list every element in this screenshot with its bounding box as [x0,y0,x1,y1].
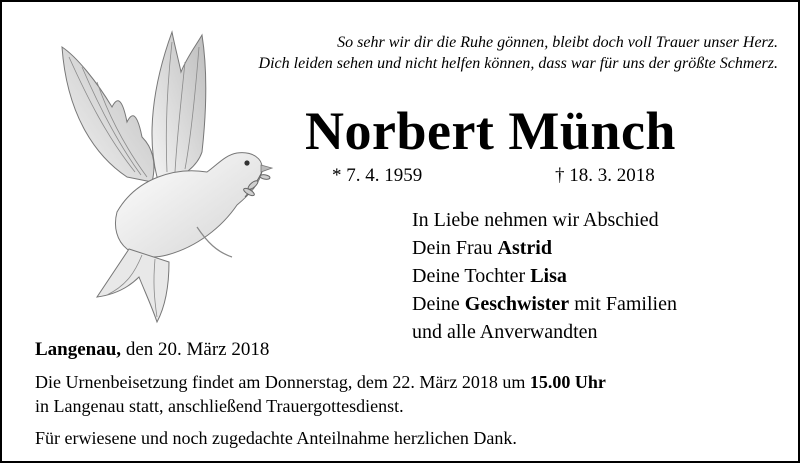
relatives-line: und alle Anverwandten [412,321,598,343]
thanks-line: Für erwiesene und noch zugedachte Anteilnahme herzlichen Dank. [35,428,517,448]
daughter-name: Lisa [530,265,567,287]
farewell-line: In Liebe nehmen wir Abschied [412,209,659,231]
wife-line: Dein Frau Astrid [412,237,552,259]
deceased-name: Norbert Münch [305,101,676,161]
funeral-time: 15.00 Uhr [529,372,606,392]
place-name: Langenau, [35,339,122,360]
birth-date: * 7. 4. 1959 [332,165,423,186]
funeral-details [35,370,606,450]
daughter-line: Deine Tochter Lisa [412,265,567,287]
death-date: † 18. 3. 2018 [555,165,655,186]
family-mourners [412,206,677,346]
siblings-label: Geschwister [464,293,570,315]
funeral-line-1: Die Urnenbeisetzung findet am Donnerstag, dem 22. März 2018 um 15.00 Uhr [35,372,606,392]
notice-date: den 20. März 2018 [121,339,270,360]
dove-with-olive-branch-icon [57,27,317,327]
funeral-line-2: in Langenau statt, anschließend Trauergottesdienst. [35,396,404,416]
siblings-line: Deine Geschwister mit Familien [412,293,677,315]
memorial-poem [259,32,778,74]
place-date [35,339,269,361]
poem-line-2: Dich leiden sehen und nicht helfen können, dass war für uns der größte Schmerz. [258,55,778,72]
poem-line-1: So sehr wir dir die Ruhe gönnen, bleibt doch voll Trauer unser Herz. [337,34,778,51]
wife-name: Astrid [497,237,552,259]
